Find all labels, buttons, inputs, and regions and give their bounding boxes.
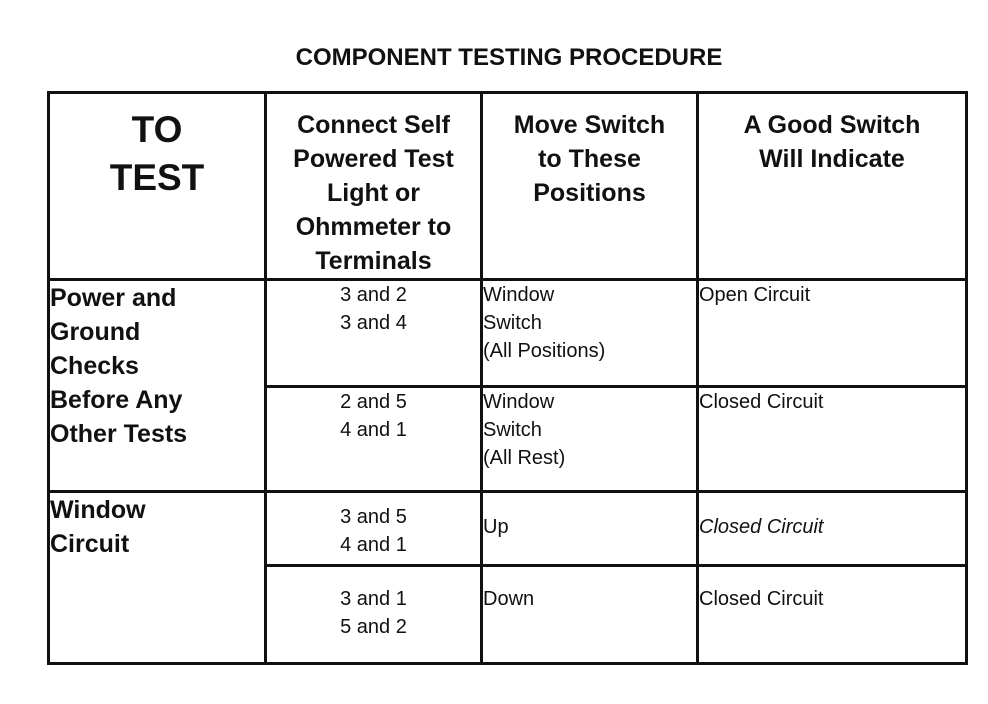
table-row xyxy=(49,280,967,387)
switch-position-cell xyxy=(482,280,698,387)
indication-cell: Open Circuit xyxy=(698,280,967,387)
group-label-line: Window xyxy=(50,496,146,524)
header-line: to These xyxy=(538,145,641,173)
terminal-pair: 3 and 5 xyxy=(340,506,407,528)
to-test-header xyxy=(49,93,266,280)
terminal-pair: 3 and 2 xyxy=(340,284,407,306)
position-line: Switch xyxy=(483,419,542,441)
switch-position-cell xyxy=(482,566,698,664)
testing-procedure-table xyxy=(47,91,968,665)
position-line: (All Positions) xyxy=(483,340,606,362)
header-line: Ohmmeter to xyxy=(295,213,452,241)
terminal-pair: 2 and 5 xyxy=(340,391,407,413)
header-row xyxy=(49,93,967,280)
position-line: Window xyxy=(483,391,555,413)
switch-position-cell xyxy=(482,492,698,566)
terminal-pair: 4 and 1 xyxy=(340,419,407,441)
group-label-line: Circuit xyxy=(50,530,130,558)
move-switch-header xyxy=(482,93,698,280)
header-line: Move Switch xyxy=(513,111,666,139)
header-line: Terminals xyxy=(315,247,432,275)
header-line: Powered Test xyxy=(293,145,454,173)
group-label-power-ground xyxy=(49,280,266,492)
connect-terminals-header xyxy=(266,93,482,280)
position-line: Switch xyxy=(483,312,542,334)
group-label-line: Other Tests xyxy=(50,420,188,448)
good-switch-header xyxy=(698,93,967,280)
position-line: Down xyxy=(483,588,535,610)
header-line: Connect Self xyxy=(297,111,450,139)
terminal-pair: 3 and 1 xyxy=(340,588,407,610)
position-line: Up xyxy=(483,516,509,538)
indication-cell: Closed Circuit xyxy=(698,492,967,566)
position-line: Window xyxy=(483,284,555,306)
page-title: COMPONENT TESTING PROCEDURE xyxy=(295,44,723,71)
switch-position-cell xyxy=(482,387,698,492)
group-label-line: Before Any xyxy=(50,386,183,414)
group-label-line: Checks xyxy=(50,352,139,380)
terminals-cell xyxy=(266,387,482,492)
terminals-cell xyxy=(266,492,482,566)
header-line: Will Indicate xyxy=(759,145,905,173)
table-row xyxy=(49,492,967,566)
indication-cell: Closed Circuit xyxy=(698,566,967,664)
terminal-pair: 3 and 4 xyxy=(340,312,407,334)
terminals-cell xyxy=(266,566,482,664)
header-line: TO xyxy=(131,109,183,150)
header-line: TEST xyxy=(109,157,205,198)
terminals-cell xyxy=(266,280,482,387)
terminal-pair: 5 and 2 xyxy=(340,616,407,638)
terminal-pair: 4 and 1 xyxy=(340,534,407,556)
indication-cell: Closed Circuit xyxy=(698,387,967,492)
group-label-line: Ground xyxy=(50,318,141,346)
position-line: (All Rest) xyxy=(483,447,566,469)
header-line: Positions xyxy=(533,179,646,207)
header-line: Light or xyxy=(326,179,421,207)
header-line: A Good Switch xyxy=(743,111,921,139)
group-label-line: Power and xyxy=(50,284,177,312)
group-label-window-circuit xyxy=(49,492,266,664)
